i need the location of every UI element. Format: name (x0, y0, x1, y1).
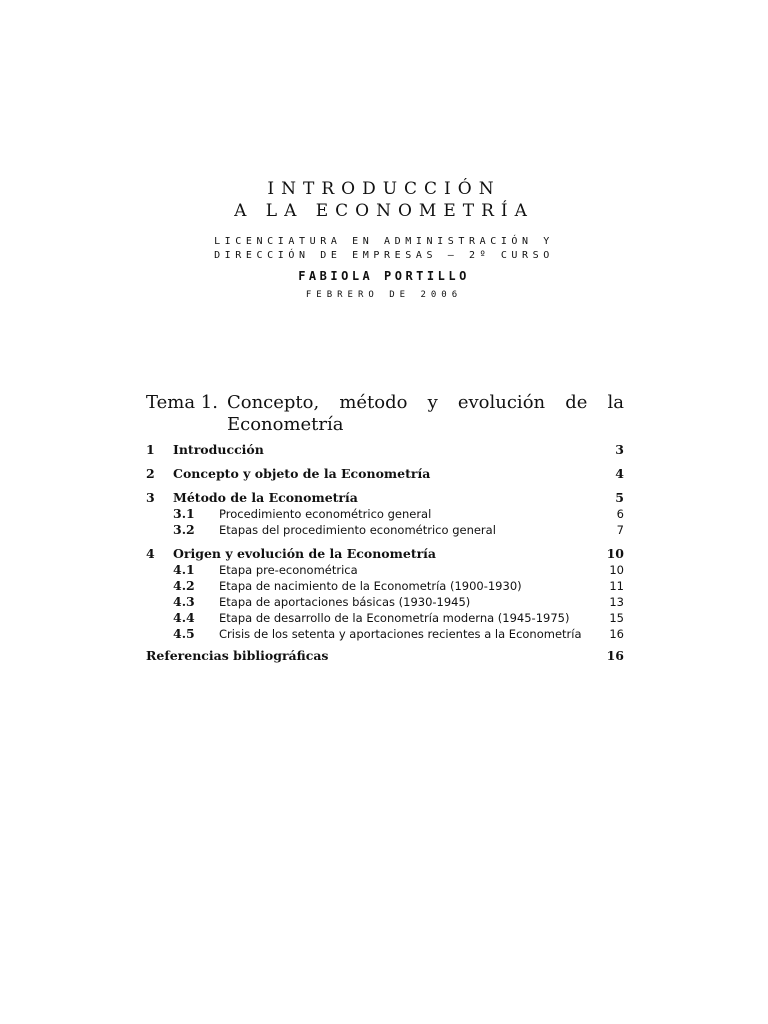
section-number: 1 (146, 442, 155, 457)
author-name: FABIOLA PORTILLO (298, 269, 470, 283)
subsection-title: Procedimiento econométrico general (219, 507, 432, 521)
toc-section[interactable] (146, 490, 624, 506)
subsection-number: 4.3 (173, 594, 195, 609)
subsection-number: 4.5 (173, 626, 195, 641)
title-line-1: INTRODUCCIÓN (267, 179, 501, 199)
cover-block (0, 178, 768, 302)
toc-subsection[interactable] (146, 562, 624, 578)
subsection-title: Etapa pre-econométrica (219, 563, 358, 577)
subtitle-block (0, 235, 768, 263)
table-of-contents (146, 392, 624, 664)
subsection-number: 4.4 (173, 610, 195, 625)
subtitle-line-2: DIRECCIÓN DE EMPRESAS – 2º CURSO (214, 250, 554, 261)
toc-section[interactable] (146, 546, 624, 562)
publication-date: FEBRERO DE 2006 (305, 290, 463, 300)
subsection-number: 4.2 (173, 578, 195, 593)
tema-label: Tema 1. (146, 392, 218, 413)
subsection-page: 7 (616, 523, 624, 537)
section-number: 3 (146, 490, 155, 505)
subsection-page: 13 (609, 595, 624, 609)
subsection-page: 15 (609, 611, 624, 625)
tema-heading (146, 392, 624, 436)
subsection-title: Etapa de nacimiento de la Econometría (1900-1930) (219, 579, 522, 593)
toc-subsection[interactable] (146, 626, 624, 642)
subsection-page: 16 (609, 627, 624, 641)
subsection-page: 10 (609, 563, 624, 577)
references-page: 16 (606, 648, 624, 663)
toc-subsection[interactable] (146, 594, 624, 610)
toc-subsection[interactable] (146, 522, 624, 538)
toc-references[interactable] (146, 648, 624, 664)
section-number: 4 (146, 546, 155, 561)
section-page: 5 (615, 490, 624, 505)
subsection-title: Etapa de desarrollo de la Econometría moderna (1945-1975) (219, 611, 570, 625)
toc-subsection[interactable] (146, 578, 624, 594)
subsection-number: 4.1 (173, 562, 195, 577)
tema-title: Concepto, método y evolución de la Econometría (226, 392, 624, 435)
subsection-title: Etapas del procedimiento econométrico general (219, 523, 496, 537)
subsection-title: Etapa de aportaciones básicas (1930-1945) (219, 595, 471, 609)
section-page: 10 (606, 546, 624, 561)
toc-section[interactable] (146, 466, 624, 482)
section-page: 3 (615, 442, 624, 457)
references-title: Referencias bibliográficas (146, 648, 329, 663)
toc-section[interactable] (146, 442, 624, 458)
toc-subsection[interactable] (146, 610, 624, 626)
subtitle-line-1: LICENCIATURA EN ADMINISTRACIÓN Y (214, 236, 554, 247)
toc-subsection[interactable] (146, 506, 624, 522)
subsection-number: 3.2 (173, 522, 195, 537)
section-title: Método de la Econometría (173, 490, 358, 505)
section-number: 2 (146, 466, 155, 481)
subsection-title: Crisis de los setenta y aportaciones recientes a la Econometría (219, 627, 582, 641)
section-title: Introducción (173, 442, 264, 457)
section-title: Origen y evolución de la Econometría (173, 546, 437, 561)
section-page: 4 (615, 466, 624, 481)
title-line-2: A LA ECONOMETRÍA (234, 201, 534, 221)
subsection-page: 11 (609, 579, 624, 593)
subsection-number: 3.1 (173, 506, 195, 521)
subsection-page: 6 (616, 507, 624, 521)
section-title: Concepto y objeto de la Econometría (173, 466, 431, 481)
